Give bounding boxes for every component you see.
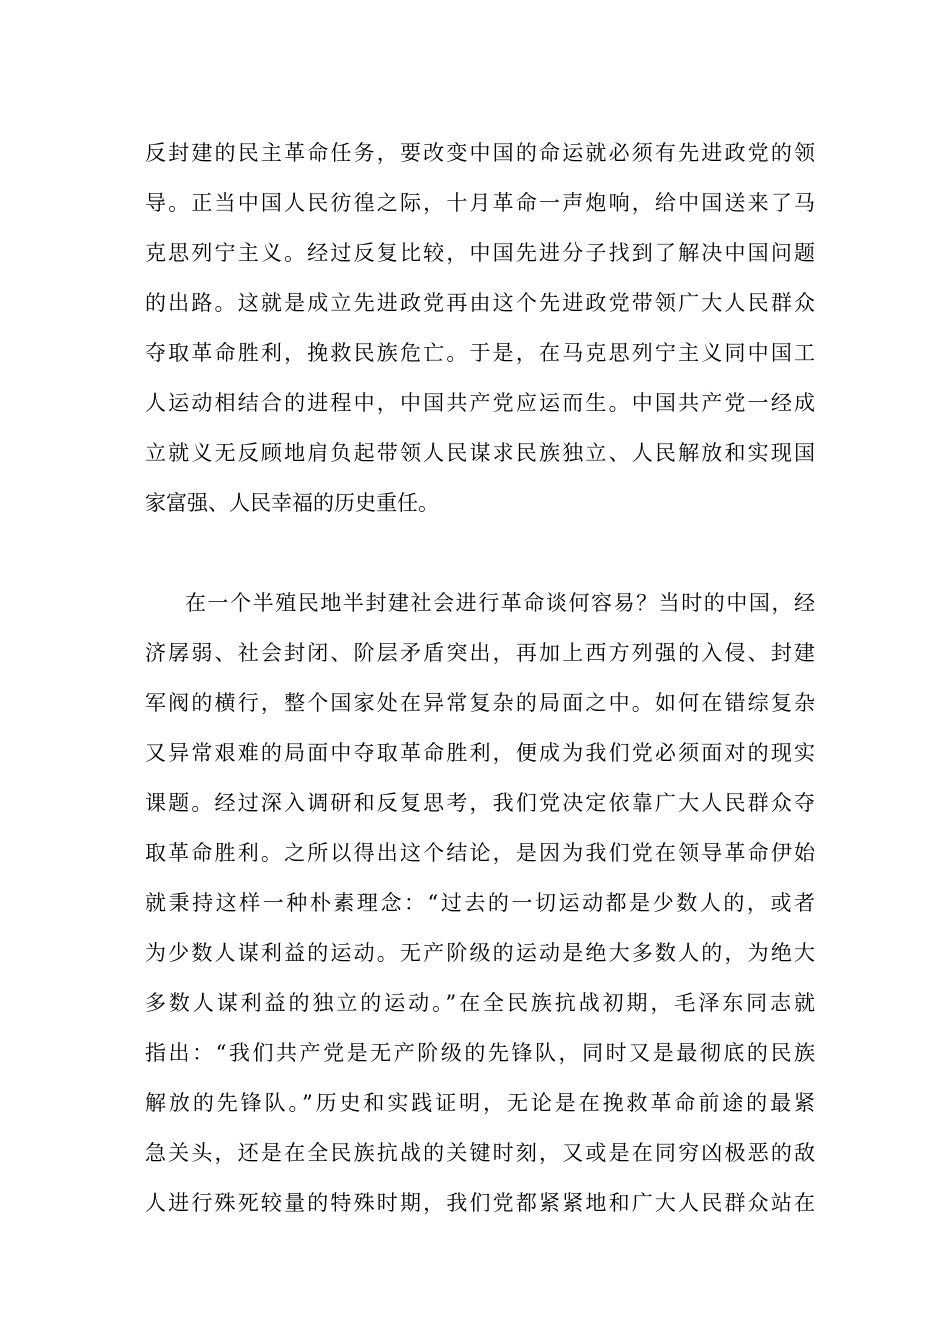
paragraph-line: 家富强、人民幸福的历史重任。	[145, 491, 439, 515]
paragraph-line: 夺取革命胜利，挽救民族危亡。于是，在马克思列宁主义同中国工	[145, 341, 815, 365]
paragraph-1	[145, 128, 815, 528]
paragraph-line: 立就义无反顾地肩负起带领人民谋求民族独立、人民解放和实现国	[145, 441, 815, 465]
paragraph-line: 解放的先锋队。”历史和实践证明，无论是在挽救革命前途的最紧	[145, 1091, 815, 1115]
paragraph-line: 军阀的横行，整个国家处在异常复杂的局面之中。如何在错综复杂	[145, 691, 815, 715]
paragraph-line: 取革命胜利。之所以得出这个结论，是因为我们党在领导革命伊始	[145, 841, 815, 865]
paragraph-line: 导。正当中国人民彷徨之际，十月革命一声炮响，给中国送来了马	[145, 191, 815, 215]
paragraph-line: 又异常艰难的局面中夺取革命胜利，便成为我们党必须面对的现实	[145, 741, 815, 765]
paragraph-line: 在一个半殖民地半封建社会进行革命谈何容易？当时的中国，经	[185, 591, 815, 615]
paragraph-line: 课题。经过深入调研和反复思考，我们党决定依靠广大人民群众夺	[145, 791, 815, 815]
paragraph-line: 为少数人谋利益的运动。无产阶级的运动是绝大多数人的，为绝大	[145, 941, 815, 965]
paragraph-line: 济孱弱、社会封闭、阶层矛盾突出，再加上西方列强的入侵、封建	[145, 641, 815, 665]
paragraph-line: 人运动相结合的进程中，中国共产党应运而生。中国共产党一经成	[145, 391, 815, 415]
paragraph-line: 的出路。这就是成立先进政党再由这个先进政党带领广大人民群众	[145, 291, 815, 315]
paragraph-line: 就秉持这样一种朴素理念：“过去的一切运动都是少数人的，或者	[145, 891, 815, 915]
paragraph-line: 多数人谋利益的独立的运动。”在全民族抗战初期，毛泽东同志就	[145, 991, 815, 1015]
paragraph-line: 人进行殊死较量的特殊时期，我们党都紧紧地和广大人民群众站在	[145, 1191, 815, 1215]
paragraph-line: 克思列宁主义。经过反复比较，中国先进分子找到了解决中国问题	[145, 241, 815, 265]
paragraph-2	[145, 578, 815, 1228]
paragraph-line: 反封建的民主革命任务，要改变中国的命运就必须有先进政党的领	[145, 141, 815, 165]
paragraph-line: 急关头，还是在全民族抗战的关键时刻，又或是在同穷凶极恶的敌	[145, 1141, 815, 1165]
paragraph-line: 指出：“我们共产党是无产阶级的先锋队，同时又是最彻底的民族	[145, 1041, 815, 1065]
